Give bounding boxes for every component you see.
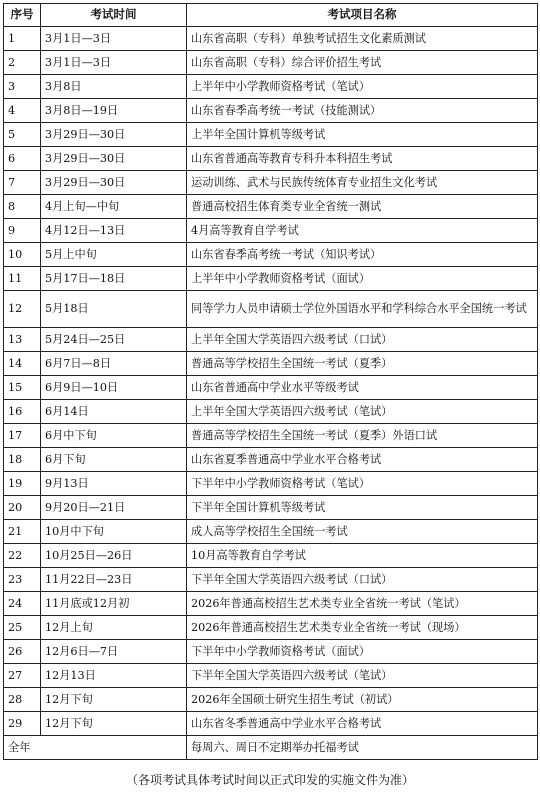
all-year-label: 全年 [4,736,187,760]
exam-time: 3月29日—30日 [41,147,187,171]
exam-name: 上半年中小学教师资格考试（面试） [187,267,538,291]
all-year-row [4,736,538,760]
all-year-exam-name: 每周六、周日不定期举办托福考试 [187,736,538,760]
exam-time: 5月24日—25日 [41,328,187,352]
table-row [4,147,538,171]
exam-time: 6月中下旬 [41,424,187,448]
table-row [4,544,538,568]
table-row [4,171,538,195]
row-number: 10 [4,243,41,267]
exam-time: 6月9日—10日 [41,376,187,400]
row-number: 19 [4,472,41,496]
exam-time: 5月18日 [41,291,187,328]
table-row [4,688,538,712]
row-number: 17 [4,424,41,448]
exam-name: 山东省春季高考统一考试（技能测试） [187,99,538,123]
exam-time: 12月13日 [41,664,187,688]
exam-time: 11月底或12月初 [41,592,187,616]
row-number: 7 [4,171,41,195]
exam-name: 山东省夏季普通高中学业水平合格考试 [187,448,538,472]
exam-time: 3月29日—30日 [41,171,187,195]
exam-name: 成人高等学校招生全国统一考试 [187,520,538,544]
row-number: 22 [4,544,41,568]
table-row [4,592,538,616]
row-number: 12 [4,291,41,328]
exam-time: 12月上旬 [41,616,187,640]
table-row [4,51,538,75]
exam-name: 上半年全国大学英语四六级考试（笔试） [187,400,538,424]
row-number: 27 [4,664,41,688]
exam-time: 6月下旬 [41,448,187,472]
row-number: 4 [4,99,41,123]
table-row [4,195,538,219]
exam-time: 4月12日—13日 [41,219,187,243]
row-number: 24 [4,592,41,616]
exam-name: 下半年中小学教师资格考试（面试） [187,640,538,664]
exam-name: 运动训练、武术与民族传统体育专业招生文化考试 [187,171,538,195]
exam-time: 9月13日 [41,472,187,496]
exam-name: 山东省春季高考统一考试（知识考试） [187,243,538,267]
table-row [4,27,538,51]
exam-name: 2026年普通高校招生艺术类专业全省统一考试（现场） [187,616,538,640]
row-number: 14 [4,352,41,376]
exam-name: 山东省普通高中学业水平等级考试 [187,376,538,400]
row-number: 25 [4,616,41,640]
row-number: 16 [4,400,41,424]
exam-name: 山东省高职（专科）单独考试招生文化素质测试 [187,27,538,51]
row-number: 8 [4,195,41,219]
exam-name: 普通高等学校招生全国统一考试（夏季） [187,352,538,376]
exam-time: 6月14日 [41,400,187,424]
exam-time: 9月20日—21日 [41,496,187,520]
table-row [4,352,538,376]
exam-time: 11月22日—23日 [41,568,187,592]
table-row [4,219,538,243]
exam-time: 10月中下旬 [41,520,187,544]
table-row [4,75,538,99]
row-number: 18 [4,448,41,472]
exam-time: 3月1日—3日 [41,51,187,75]
exam-name: 2026年全国硕士研究生招生考试（初试） [187,688,538,712]
header-time: 考试时间 [41,4,187,27]
exam-time: 5月17日—18日 [41,267,187,291]
table-row [4,328,538,352]
footnote: （各项考试具体考试时间以正式印发的实施文件为准） [125,773,414,787]
exam-name: 4月高等教育自学考试 [187,219,538,243]
table-row [4,400,538,424]
row-number: 5 [4,123,41,147]
table-row [4,496,538,520]
row-number: 6 [4,147,41,171]
row-number: 3 [4,75,41,99]
table-row [4,267,538,291]
exam-time: 3月8日 [41,75,187,99]
exam-name: 下半年中小学教师资格考试（笔试） [187,472,538,496]
row-number: 2 [4,51,41,75]
table-row [4,472,538,496]
table-row [4,616,538,640]
exam-time: 5月上中旬 [41,243,187,267]
exam-name: 2026年普通高校招生艺术类专业全省统一考试（笔试） [187,592,538,616]
table-body [4,27,538,736]
exam-time: 6月7日—8日 [41,352,187,376]
table-row [4,448,538,472]
table-header-row [4,4,538,27]
exam-name: 上半年中小学教师资格考试（笔试） [187,75,538,99]
table-row [4,123,538,147]
exam-name: 普通高等学校招生全国统一考试（夏季）外语口试 [187,424,538,448]
exam-name: 上半年全国大学英语四六级考试（口试） [187,328,538,352]
exam-time: 12月下旬 [41,688,187,712]
table-row [4,243,538,267]
exam-time: 12月下旬 [41,712,187,736]
row-number: 21 [4,520,41,544]
header-name: 考试项目名称 [187,4,538,27]
exam-name: 上半年全国计算机等级考试 [187,123,538,147]
exam-name: 山东省普通高等教育专科升本科招生考试 [187,147,538,171]
exam-name: 山东省冬季普通高中学业水平合格考试 [187,712,538,736]
row-number: 13 [4,328,41,352]
header-no: 序号 [4,4,41,27]
exam-name: 下半年全国计算机等级考试 [187,496,538,520]
table-row [4,640,538,664]
exam-name: 10月高等教育自学考试 [187,544,538,568]
table-row [4,99,538,123]
exam-time: 4月上旬—中旬 [41,195,187,219]
table-row [4,664,538,688]
row-number: 11 [4,267,41,291]
row-number: 26 [4,640,41,664]
table-row [4,424,538,448]
exam-time: 10月25日—26日 [41,544,187,568]
table-row [4,291,538,328]
row-number: 23 [4,568,41,592]
exam-time: 3月8日—19日 [41,99,187,123]
table-row [4,712,538,736]
exam-name: 同等学力人员申请硕士学位外国语水平和学科综合水平全国统一考试 [187,291,538,328]
row-number: 20 [4,496,41,520]
exam-time: 12月6日—7日 [41,640,187,664]
row-number: 29 [4,712,41,736]
exam-name: 普通高校招生体育类专业全省统一测试 [187,195,538,219]
exam-name: 下半年全国大学英语四六级考试（笔试） [187,664,538,688]
row-number: 28 [4,688,41,712]
table-row [4,520,538,544]
row-number: 1 [4,27,41,51]
row-number: 9 [4,219,41,243]
table-row [4,568,538,592]
exam-schedule-table [3,3,538,760]
exam-name: 山东省高职（专科）综合评价招生考试 [187,51,538,75]
exam-name: 下半年全国大学英语四六级考试（口试） [187,568,538,592]
table-row [4,376,538,400]
row-number: 15 [4,376,41,400]
exam-time: 3月29日—30日 [41,123,187,147]
exam-time: 3月1日—3日 [41,27,187,51]
